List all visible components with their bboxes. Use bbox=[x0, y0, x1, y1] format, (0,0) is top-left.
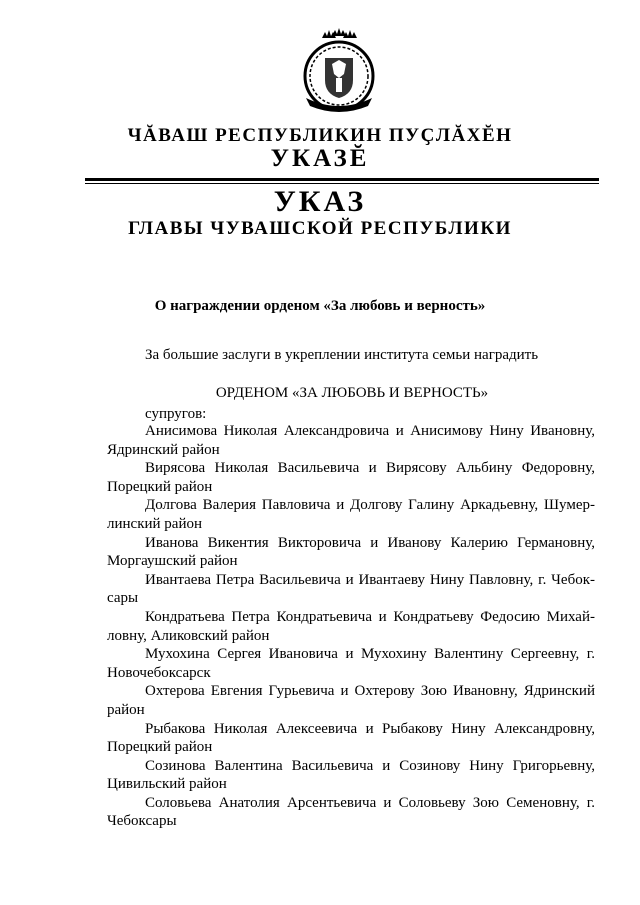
chuvash-header-line: ЧĂВАШ РЕСПУБЛИКИН ПУҪЛĂХĔН bbox=[127, 125, 513, 146]
russian-header-line: ГЛАВЫ ЧУВАШСКОЙ РЕСПУБЛИКИ bbox=[128, 218, 512, 239]
recipients-list bbox=[107, 422, 595, 831]
russian-decree-title: УКАЗ bbox=[273, 185, 367, 218]
list-item: Кондратьева Петра Кондратьевича и Кондратьеву Федосию Михай-ловну, Аликовский район bbox=[107, 608, 595, 644]
list-item: Вирясова Николая Васильевича и Вирясову Альбину Федоровну, Порецкий район bbox=[107, 460, 595, 495]
list-item: Иванова Викентия Викторовича и Иванову Калерию Германовну, Моргаушский район bbox=[107, 534, 595, 570]
list-item: Созинова Валентина Васильевича и Созинову Нину Григорьевну, Цивильский район bbox=[107, 757, 595, 793]
list-item: Ивантаева Петра Васильевича и Ивантаеву Нину Павловну, г. Чебок-сары bbox=[107, 571, 595, 607]
header-divider-thin bbox=[85, 183, 599, 184]
header-divider bbox=[85, 178, 599, 181]
list-item: Рыбакова Николая Алексеевича и Рыбакову Нину Александровну, Порецкий район bbox=[107, 720, 595, 756]
coat-of-arms-icon bbox=[292, 24, 386, 116]
spouses-label: супругов: bbox=[145, 406, 207, 422]
list-item: Соловьева Анатолия Арсентьевича и Соловьеву Зою Семеновну, г. Чебоксары bbox=[107, 794, 595, 830]
list-item: Долгова Валерия Павловича и Долгову Галину Аркадьевну, Шумер-линский район bbox=[107, 497, 595, 532]
decree-intro: За большие заслуги в укреплении института семьи наградить bbox=[145, 347, 539, 363]
list-item: Анисимова Николая Александровича и Анисимову Нину Ивановну, Ядринский район bbox=[107, 423, 595, 458]
decree-subject: О награждении орденом «За любовь и верность» bbox=[154, 298, 486, 314]
list-item: Мухохина Сергея Ивановича и Мухохину Валентину Сергеевну, г. Новочебоксарск bbox=[107, 646, 595, 681]
list-item: Охтерова Евгения Гурьевича и Охтерову Зою Ивановну, Ядринский район bbox=[107, 683, 595, 718]
chuvash-decree-title: УКАЗĔ bbox=[270, 145, 370, 172]
order-name: ОРДЕНОМ «ЗА ЛЮБОВЬ И ВЕРНОСТЬ» bbox=[215, 385, 489, 401]
